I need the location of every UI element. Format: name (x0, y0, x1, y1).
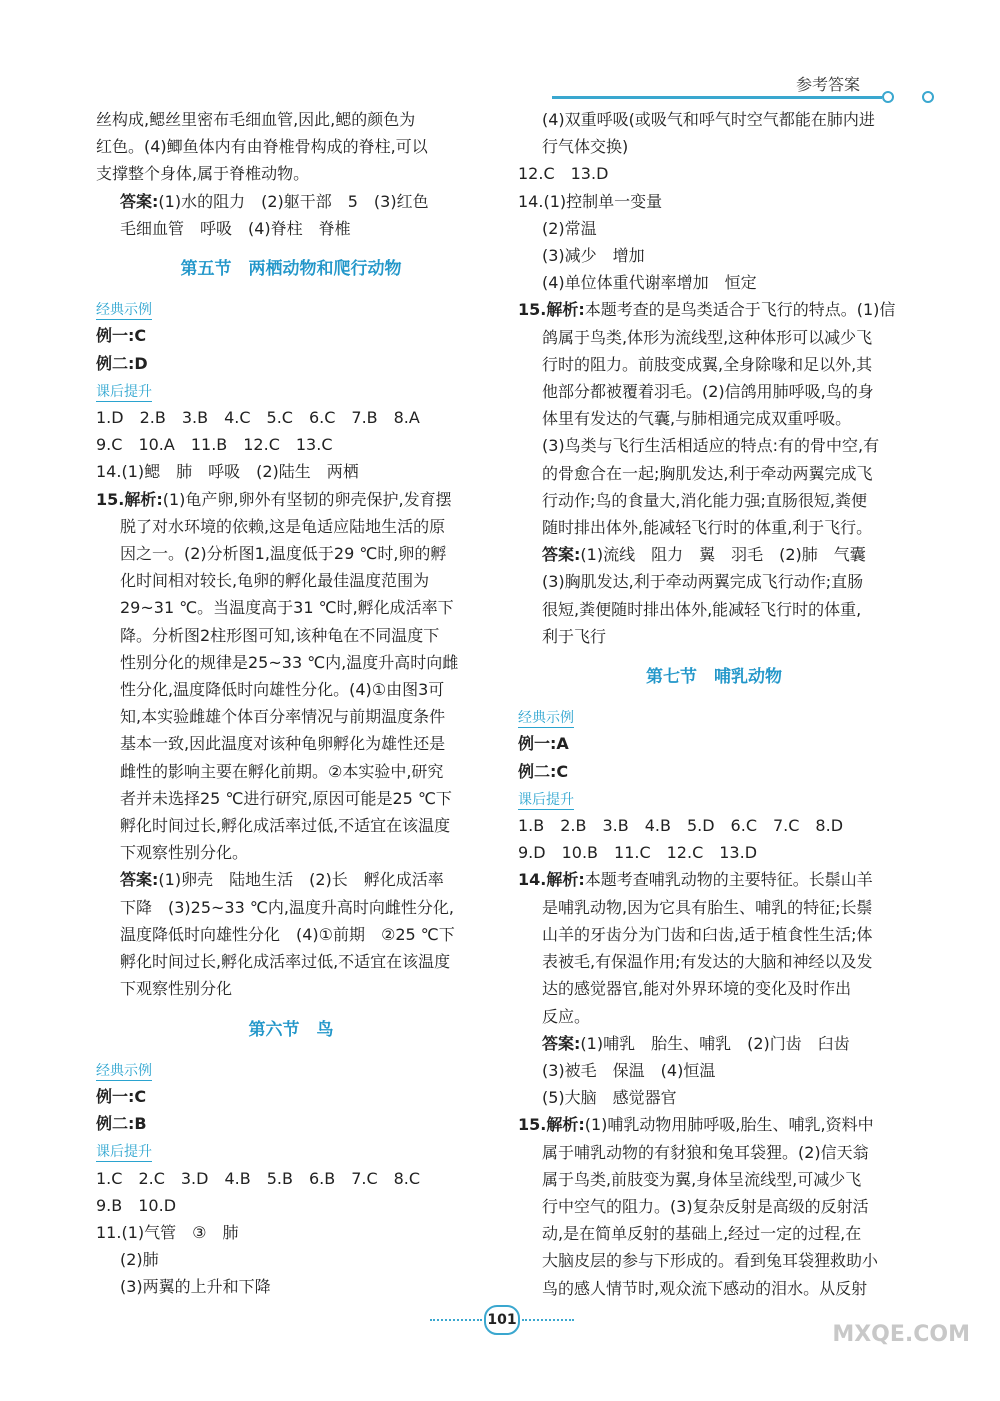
example-text: 例二:C (518, 761, 569, 781)
mc-answers: 12.C 13.D (518, 164, 609, 184)
dotted-line (522, 1319, 574, 1321)
mc-answers: 9.B 10.D (96, 1195, 177, 1215)
text-line: 红色。(4)鲫鱼体内有由脊椎骨构成的脊柱,可以 (96, 137, 428, 157)
answer-label: 答案: (120, 870, 159, 890)
section-tag: 经典示例 (96, 1062, 152, 1079)
text-line: 很短,粪便随时排出体外,能减轻飞行时的体重, (542, 599, 862, 619)
text-line: (4)双重呼吸(或吸气和呼气时空气都能在肺内进 (542, 110, 875, 129)
page-number-block (430, 1305, 575, 1335)
text-line: (2)肺 (120, 1250, 159, 1270)
analysis-text: (1)龟产卵,卵外有坚韧的卵壳保护,发育摆 (162, 489, 452, 509)
tag-row (96, 377, 486, 404)
dotted-line (430, 1319, 482, 1321)
page-number: 101 (484, 1305, 520, 1335)
section-tag: 课后提升 (96, 383, 152, 400)
text-line: 随时排出体外,能减轻飞行时的体重,利于飞行。 (542, 518, 873, 538)
text-line: 表被毛,有保温作用;有发达的大脑和神经以及发 (542, 952, 873, 972)
text-line: 孵化时间过长,孵化成活率过低,不适宜在该温度 (120, 816, 451, 836)
text-line: 反应。 (542, 1006, 591, 1026)
text-line: (3)减少 增加 (542, 246, 645, 266)
text-line: 基本一致,因此温度对该种龟卵孵化为雄性还是 (120, 734, 446, 754)
analysis-label: 15.解析: (518, 1115, 585, 1135)
text-line: 行中空气的阻力。(3)复杂反射是高级的反射活 (542, 1196, 869, 1216)
mc-answers: 9.D 10.B 11.C 12.C 13.D (518, 843, 758, 863)
section-tag: 经典示例 (518, 710, 574, 727)
text-line: 知,本实验雌雄个体百分率情况与前期温度条件 (120, 707, 446, 727)
text-line: 支撑整个身体,属于脊椎动物。 (96, 164, 310, 184)
answer-label: 答案: (120, 191, 159, 211)
section-title: 第六节 鸟 (248, 1019, 334, 1040)
header-line (552, 96, 882, 99)
answer-line (96, 188, 486, 215)
question-line (96, 486, 486, 513)
text-line: 达的感觉器官,能对外界环境的变化及时作出 (542, 979, 852, 999)
header-label: 参考答案 (795, 75, 860, 94)
text-line: 29~31 ℃。当温度高于31 ℃时,孵化成活率下 (120, 598, 454, 618)
text-line: 孵化时间过长,孵化成活率过低,不适宜在该温度 (120, 952, 451, 972)
text-line: (4)单位体重代谢率增加 恒定 (542, 273, 757, 293)
text-line: 属于哺乳动物的有豺狼和兔耳袋狸。(2)信天翁 (542, 1142, 869, 1162)
text-line: 鸟的感人情节时,观众流下感动的泪水。从反射 (542, 1278, 868, 1298)
tag-row (96, 1056, 486, 1083)
text-line: 的骨愈合在一起;胸肌发达,利于牵动两翼完成飞 (542, 463, 873, 483)
question-line (518, 296, 910, 323)
mc-answers: 1.B 2.B 3.B 4.B 5.D 6.C 7.C 8.D (518, 816, 844, 836)
tag-row (96, 295, 486, 322)
section-title: 第五节 两栖动物和爬行动物 (180, 259, 402, 280)
text-line: 大脑皮层的参与下形成的。看到兔耳袋狸救助小 (542, 1251, 879, 1271)
answer-text: (1)卵壳 陆地生活 (2)长 孵化成活率 (158, 870, 444, 890)
example-line (518, 730, 910, 757)
text-line: (3)两翼的上升和下降 (120, 1277, 271, 1297)
mc-answers: 1.C 2.C 3.D 4.B 5.B 6.B 7.C 8.C (96, 1168, 421, 1188)
text-line: 行动作;鸟的食量大,消化能力强;直肠很短,粪便 (542, 490, 867, 510)
analysis-text: (1)哺乳动物用肺呼吸,胎生、哺乳,资料中 (584, 1115, 874, 1135)
text-line: 性分化,温度降低时向雄性分化。(4)①由图3可 (120, 680, 445, 700)
example-line (96, 350, 486, 377)
question-line (518, 1111, 910, 1138)
section-title: 第七节 哺乳动物 (646, 667, 782, 688)
text-line: 山羊的牙齿分为门齿和臼齿,适于植食性生活;体 (542, 924, 873, 944)
text-line: 下观察性别分化。 (120, 843, 249, 863)
text-line: 属于鸟类,前肢变为翼,身体呈流线型,可减少飞 (542, 1169, 862, 1189)
text-line: 他部分都被覆着羽毛。(2)信鸽用肺呼吸,鸟的身 (542, 382, 874, 402)
text-line: 降。分析图2柱形图可知,该种龟在不同温度下 (120, 625, 440, 645)
answer-line (518, 541, 910, 568)
example-text: 例一:C (96, 1086, 147, 1106)
tag-row (518, 785, 910, 812)
section-tag: 经典示例 (96, 302, 152, 319)
header-dot (882, 91, 894, 103)
example-text: 例一:C (96, 326, 147, 346)
text-line: 化时间相对较长,龟卵的孵化最佳温度范围为 (120, 571, 430, 591)
question-line (518, 866, 910, 893)
text-line: (3)胸肌发达,利于牵动两翼完成飞行动作;直肠 (542, 572, 864, 592)
section-tag: 课后提升 (96, 1144, 152, 1161)
text-line: 因之一。(2)分析图1,温度低于29 ℃时,卵的孵 (120, 544, 447, 564)
answer-text: (1)水的阻力 (2)躯干部 5 (3)红色 (158, 191, 429, 211)
question-line: 14.(1)鳃 肺 呼吸 (2)陆生 两栖 (96, 462, 359, 482)
tag-row (518, 703, 910, 730)
text-line: 鸽属于鸟类,体形为流线型,这种体形可以减少飞 (542, 327, 873, 347)
question-line: 14.(1)控制单一变量 (518, 191, 663, 211)
mc-answers: 9.C 10.A 11.B 12.C 13.C (96, 435, 333, 455)
header-dot (922, 91, 934, 103)
example-text: 例二:D (96, 353, 148, 373)
answer-label: 答案: (542, 545, 581, 565)
example-line (96, 1110, 486, 1137)
text-line: 者并未选择25 ℃进行研究,原因可能是25 ℃下 (120, 788, 452, 808)
analysis-text: 本题考查的是鸟类适合于飞行的特点。(1)信 (584, 300, 896, 320)
text-line: 下观察性别分化 (120, 979, 233, 999)
right-column (518, 106, 910, 1302)
analysis-label: 15.解析: (96, 489, 163, 509)
text-line: (3)被毛 保温 (4)恒温 (542, 1060, 716, 1080)
watermark-logo: MXQE.COM (832, 1322, 970, 1347)
text-line: 行时的阻力。前肢变成翼,全身除喙和足以外,其 (542, 354, 873, 374)
left-column (96, 106, 486, 1301)
text-line: 行气体交换) (542, 137, 629, 157)
analysis-label: 14.解析: (518, 870, 585, 890)
text-line: 雌性的影响主要在孵化前期。②本实验中,研究 (120, 761, 444, 781)
example-text: 例二:B (96, 1114, 147, 1134)
text-line: (3)鸟类与飞行生活相适应的特点:有的骨中空,有 (542, 436, 880, 456)
answer-line (96, 866, 486, 893)
text-line: 丝构成,鳃丝里密布毛细血管,因此,鳃的颜色为 (96, 110, 416, 129)
analysis-label: 15.解析: (518, 300, 585, 320)
text-line: 体里有发达的气囊,与肺相通完成双重呼吸。 (542, 409, 852, 429)
text-line: 利于飞行 (542, 626, 607, 646)
example-text: 例一:A (518, 734, 569, 754)
answer-label: 答案: (542, 1033, 581, 1053)
text-line: 性别分化的规律是25~33 ℃内,温度升高时向雌 (120, 652, 459, 672)
text-line: 动,是在简单反射的基础上,经过一定的过程,在 (542, 1224, 862, 1244)
answer-text: (1)哺乳 胎生、哺乳 (2)门齿 臼齿 (580, 1033, 850, 1053)
text-line: 下降 (3)25~33 ℃内,温度升高时向雌性分化, (120, 897, 455, 917)
text-line: (5)大脑 感觉器官 (542, 1088, 677, 1108)
example-line (96, 322, 486, 349)
text-line: 温度降低时向雄性分化 (4)①前期 ②25 ℃下 (120, 924, 455, 944)
text-line: 脱了对水环境的依赖,这是龟适应陆地生活的原 (120, 516, 446, 536)
example-line (96, 1083, 486, 1110)
section-tag: 课后提升 (518, 791, 574, 808)
text-line: 是哺乳动物,因为它具有胎生、哺乳的特征;长鬃 (542, 897, 873, 917)
mc-answers: 1.D 2.B 3.B 4.C 5.C 6.C 7.B 8.A (96, 408, 420, 428)
text-line: (2)常温 (542, 218, 597, 238)
example-line (518, 758, 910, 785)
tag-row (96, 1137, 486, 1164)
analysis-text: 本题考查哺乳动物的主要特征。长鬃山羊 (584, 870, 873, 890)
answer-text: (1)流线 阻力 翼 羽毛 (2)肺 气囊 (580, 545, 866, 565)
question-line: 11.(1)气管 ③ 肺 (96, 1222, 239, 1242)
answer-line (518, 1030, 910, 1057)
answer-line: 毛细血管 呼吸 (4)脊柱 脊椎 (120, 218, 351, 238)
